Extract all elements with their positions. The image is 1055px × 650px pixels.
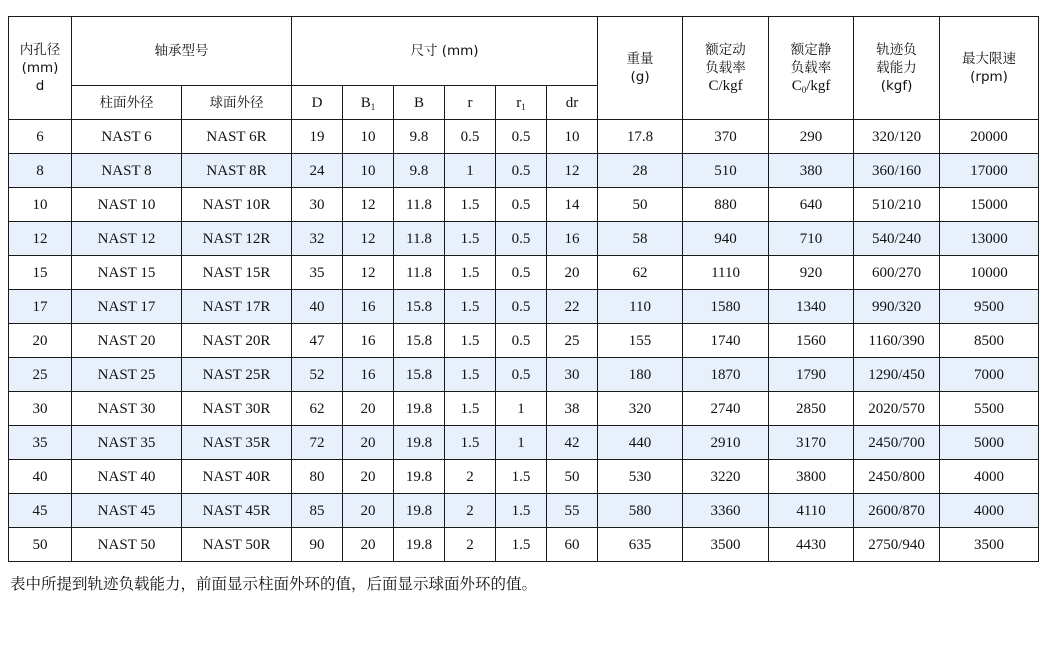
cell-b1: 20 <box>343 528 394 562</box>
cell-track: 2750/940 <box>854 528 940 562</box>
cell-r: 1.5 <box>445 222 496 256</box>
table-row <box>9 290 1039 324</box>
cell-sph: NAST 8R <box>182 154 292 188</box>
cell-w: 440 <box>598 426 683 460</box>
cell-b1: 16 <box>343 358 394 392</box>
cell-b1: 12 <box>343 222 394 256</box>
cell-c0: 3800 <box>769 460 854 494</box>
cell-c0: 3170 <box>769 426 854 460</box>
cell-r1: 0.5 <box>496 358 547 392</box>
header-static-load <box>769 17 854 120</box>
cell-d: 35 <box>9 426 72 460</box>
header-dynamic-load <box>683 17 769 120</box>
cell-track: 600/270 <box>854 256 940 290</box>
table-row <box>9 324 1039 358</box>
cell-c: 1740 <box>683 324 769 358</box>
cell-sph: NAST 35R <box>182 426 292 460</box>
table-row <box>9 392 1039 426</box>
cell-r1: 0.5 <box>496 324 547 358</box>
cell-speed: 17000 <box>940 154 1039 188</box>
cell-cyl: NAST 50 <box>72 528 182 562</box>
cell-d: 62 <box>292 392 343 426</box>
cell-b: 15.8 <box>394 324 445 358</box>
cell-d: 40 <box>292 290 343 324</box>
table-header <box>9 17 1039 120</box>
cell-sph: NAST 12R <box>182 222 292 256</box>
cell-track: 990/320 <box>854 290 940 324</box>
cell-dr: 30 <box>547 358 598 392</box>
cell-track: 320/120 <box>854 120 940 154</box>
cell-w: 320 <box>598 392 683 426</box>
cell-b1: 16 <box>343 290 394 324</box>
bearing-spec-table <box>8 16 1039 562</box>
cell-b: 15.8 <box>394 290 445 324</box>
cell-speed: 9500 <box>940 290 1039 324</box>
cell-speed: 15000 <box>940 188 1039 222</box>
cell-w: 530 <box>598 460 683 494</box>
header-dynamic-line1: 额定动 <box>705 42 746 58</box>
cell-b1: 12 <box>343 188 394 222</box>
cell-sph: NAST 30R <box>182 392 292 426</box>
table-row <box>9 256 1039 290</box>
header-dim-dr: dr <box>547 86 598 120</box>
cell-sph: NAST 6R <box>182 120 292 154</box>
cell-w: 180 <box>598 358 683 392</box>
cell-w: 110 <box>598 290 683 324</box>
cell-d: 15 <box>9 256 72 290</box>
cell-c: 510 <box>683 154 769 188</box>
cell-r: 1 <box>445 154 496 188</box>
cell-r1: 1.5 <box>496 528 547 562</box>
cell-w: 28 <box>598 154 683 188</box>
cell-cyl: NAST 17 <box>72 290 182 324</box>
header-track-load: 轨迹负 载能力 (kgf) <box>854 17 940 120</box>
cell-w: 17.8 <box>598 120 683 154</box>
cell-c: 2740 <box>683 392 769 426</box>
header-weight: 重量 (g) <box>598 17 683 120</box>
cell-b1: 10 <box>343 120 394 154</box>
cell-r: 1.5 <box>445 358 496 392</box>
cell-w: 58 <box>598 222 683 256</box>
cell-r: 1.5 <box>445 290 496 324</box>
cell-dr: 38 <box>547 392 598 426</box>
cell-r: 1.5 <box>445 392 496 426</box>
cell-r: 1.5 <box>445 188 496 222</box>
cell-speed: 5500 <box>940 392 1039 426</box>
cell-d: 30 <box>9 392 72 426</box>
cell-c0: 920 <box>769 256 854 290</box>
header-dim-B1: $B_1$ <box>343 86 394 120</box>
table-row <box>9 460 1039 494</box>
cell-c: 2910 <box>683 426 769 460</box>
cell-r1: 0.5 <box>496 256 547 290</box>
header-spherical-od: 球面外径 <box>182 86 292 120</box>
table-row <box>9 188 1039 222</box>
header-cylindrical-od: 柱面外径 <box>72 86 182 120</box>
header-static-line2: 负载率 <box>790 60 832 76</box>
header-bore: 内孔径 (mm) d <box>9 17 72 120</box>
cell-d: 12 <box>9 222 72 256</box>
cell-d: 6 <box>9 120 72 154</box>
cell-sph: NAST 15R <box>182 256 292 290</box>
cell-dr: 12 <box>547 154 598 188</box>
cell-r: 0.5 <box>445 120 496 154</box>
cell-c: 370 <box>683 120 769 154</box>
cell-d: 52 <box>292 358 343 392</box>
cell-b1: 20 <box>343 494 394 528</box>
cell-b: 11.8 <box>394 256 445 290</box>
cell-track: 1160/390 <box>854 324 940 358</box>
cell-c0: 710 <box>769 222 854 256</box>
cell-track: 540/240 <box>854 222 940 256</box>
cell-r: 1.5 <box>445 256 496 290</box>
cell-d: 47 <box>292 324 343 358</box>
cell-dr: 20 <box>547 256 598 290</box>
cell-b1: 20 <box>343 426 394 460</box>
cell-c0: 1340 <box>769 290 854 324</box>
table-row <box>9 494 1039 528</box>
cell-speed: 13000 <box>940 222 1039 256</box>
cell-dr: 60 <box>547 528 598 562</box>
cell-speed: 8500 <box>940 324 1039 358</box>
cell-d: 20 <box>9 324 72 358</box>
cell-sph: NAST 45R <box>182 494 292 528</box>
cell-cyl: NAST 20 <box>72 324 182 358</box>
cell-b1: 12 <box>343 256 394 290</box>
table-row <box>9 154 1039 188</box>
cell-d: 17 <box>9 290 72 324</box>
cell-w: 580 <box>598 494 683 528</box>
cell-c0: 290 <box>769 120 854 154</box>
cell-d: 19 <box>292 120 343 154</box>
cell-cyl: NAST 25 <box>72 358 182 392</box>
cell-speed: 3500 <box>940 528 1039 562</box>
cell-track: 1290/450 <box>854 358 940 392</box>
cell-b1: 16 <box>343 324 394 358</box>
cell-d: 25 <box>9 358 72 392</box>
cell-r1: 0.5 <box>496 222 547 256</box>
header-static-line3: $C_0$/kgf <box>791 78 831 95</box>
cell-r1: 0.5 <box>496 120 547 154</box>
cell-sph: NAST 40R <box>182 460 292 494</box>
table-row <box>9 120 1039 154</box>
header-dim-B: B <box>394 86 445 120</box>
cell-d: 32 <box>292 222 343 256</box>
cell-b: 15.8 <box>394 358 445 392</box>
cell-track: 2600/870 <box>854 494 940 528</box>
cell-dr: 14 <box>547 188 598 222</box>
cell-r1: 0.5 <box>496 188 547 222</box>
cell-sph: NAST 20R <box>182 324 292 358</box>
cell-d: 72 <box>292 426 343 460</box>
cell-speed: 5000 <box>940 426 1039 460</box>
cell-b: 11.8 <box>394 188 445 222</box>
cell-r: 1.5 <box>445 324 496 358</box>
cell-speed: 10000 <box>940 256 1039 290</box>
cell-c: 940 <box>683 222 769 256</box>
cell-b: 19.8 <box>394 528 445 562</box>
table-row <box>9 528 1039 562</box>
cell-track: 360/160 <box>854 154 940 188</box>
cell-c0: 4110 <box>769 494 854 528</box>
header-model: 轴承型号 <box>72 17 292 86</box>
cell-d: 10 <box>9 188 72 222</box>
cell-r1: 1.5 <box>496 460 547 494</box>
table-row <box>9 358 1039 392</box>
cell-b: 19.8 <box>394 426 445 460</box>
cell-b: 9.8 <box>394 120 445 154</box>
cell-c0: 2850 <box>769 392 854 426</box>
cell-dr: 50 <box>547 460 598 494</box>
cell-track: 510/210 <box>854 188 940 222</box>
cell-cyl: NAST 30 <box>72 392 182 426</box>
cell-c0: 380 <box>769 154 854 188</box>
cell-b: 19.8 <box>394 460 445 494</box>
cell-sph: NAST 25R <box>182 358 292 392</box>
cell-d: 40 <box>9 460 72 494</box>
cell-r1: 0.5 <box>496 290 547 324</box>
cell-r: 2 <box>445 528 496 562</box>
cell-c0: 4430 <box>769 528 854 562</box>
cell-c: 3220 <box>683 460 769 494</box>
header-max-speed: 最大限速 (rpm) <box>940 17 1039 120</box>
cell-c0: 640 <box>769 188 854 222</box>
cell-sph: NAST 50R <box>182 528 292 562</box>
cell-track: 2020/570 <box>854 392 940 426</box>
cell-r1: 1 <box>496 426 547 460</box>
cell-dr: 42 <box>547 426 598 460</box>
cell-c0: 1790 <box>769 358 854 392</box>
cell-d: 35 <box>292 256 343 290</box>
header-dimensions: 尺寸 (mm) <box>292 17 598 86</box>
cell-dr: 22 <box>547 290 598 324</box>
cell-b: 11.8 <box>394 222 445 256</box>
cell-c: 1110 <box>683 256 769 290</box>
header-dim-r1: $r_1$ <box>496 86 547 120</box>
cell-w: 62 <box>598 256 683 290</box>
cell-b: 19.8 <box>394 392 445 426</box>
table-body <box>9 120 1039 562</box>
header-static-line1: 额定静 <box>790 42 832 58</box>
cell-track: 2450/700 <box>854 426 940 460</box>
cell-r: 1.5 <box>445 426 496 460</box>
cell-d: 90 <box>292 528 343 562</box>
cell-sph: NAST 10R <box>182 188 292 222</box>
cell-dr: 25 <box>547 324 598 358</box>
cell-c: 880 <box>683 188 769 222</box>
cell-d: 80 <box>292 460 343 494</box>
cell-d: 50 <box>9 528 72 562</box>
header-dynamic-line2: 负载率 <box>705 60 746 76</box>
cell-speed: 4000 <box>940 460 1039 494</box>
table-row <box>9 222 1039 256</box>
table-row <box>9 426 1039 460</box>
cell-speed: 4000 <box>940 494 1039 528</box>
cell-w: 50 <box>598 188 683 222</box>
cell-d: 8 <box>9 154 72 188</box>
cell-b: 9.8 <box>394 154 445 188</box>
cell-d: 85 <box>292 494 343 528</box>
cell-sph: NAST 17R <box>182 290 292 324</box>
cell-c: 1580 <box>683 290 769 324</box>
cell-b: 19.8 <box>394 494 445 528</box>
header-dim-D: D <box>292 86 343 120</box>
cell-c: 3360 <box>683 494 769 528</box>
cell-cyl: NAST 45 <box>72 494 182 528</box>
cell-cyl: NAST 12 <box>72 222 182 256</box>
cell-dr: 10 <box>547 120 598 154</box>
cell-c: 1870 <box>683 358 769 392</box>
cell-b1: 20 <box>343 392 394 426</box>
header-dynamic-line3: C/kgf <box>708 78 743 94</box>
header-dim-r: r <box>445 86 496 120</box>
cell-speed: 20000 <box>940 120 1039 154</box>
cell-cyl: NAST 40 <box>72 460 182 494</box>
cell-d: 45 <box>9 494 72 528</box>
cell-cyl: NAST 8 <box>72 154 182 188</box>
footnote: 表中所提到轨迹负载能力，前面显示柱面外环的值，后面显示球面外环的值。 <box>10 575 538 593</box>
cell-cyl: NAST 15 <box>72 256 182 290</box>
cell-dr: 16 <box>547 222 598 256</box>
cell-d: 30 <box>292 188 343 222</box>
cell-r: 2 <box>445 494 496 528</box>
cell-cyl: NAST 10 <box>72 188 182 222</box>
cell-cyl: NAST 6 <box>72 120 182 154</box>
cell-w: 635 <box>598 528 683 562</box>
cell-dr: 55 <box>547 494 598 528</box>
cell-c0: 1560 <box>769 324 854 358</box>
cell-r1: 1 <box>496 392 547 426</box>
cell-speed: 7000 <box>940 358 1039 392</box>
cell-cyl: NAST 35 <box>72 426 182 460</box>
cell-r1: 1.5 <box>496 494 547 528</box>
cell-b1: 10 <box>343 154 394 188</box>
cell-w: 155 <box>598 324 683 358</box>
cell-b1: 20 <box>343 460 394 494</box>
cell-track: 2450/800 <box>854 460 940 494</box>
cell-d: 24 <box>292 154 343 188</box>
cell-r: 2 <box>445 460 496 494</box>
cell-c: 3500 <box>683 528 769 562</box>
cell-r1: 0.5 <box>496 154 547 188</box>
